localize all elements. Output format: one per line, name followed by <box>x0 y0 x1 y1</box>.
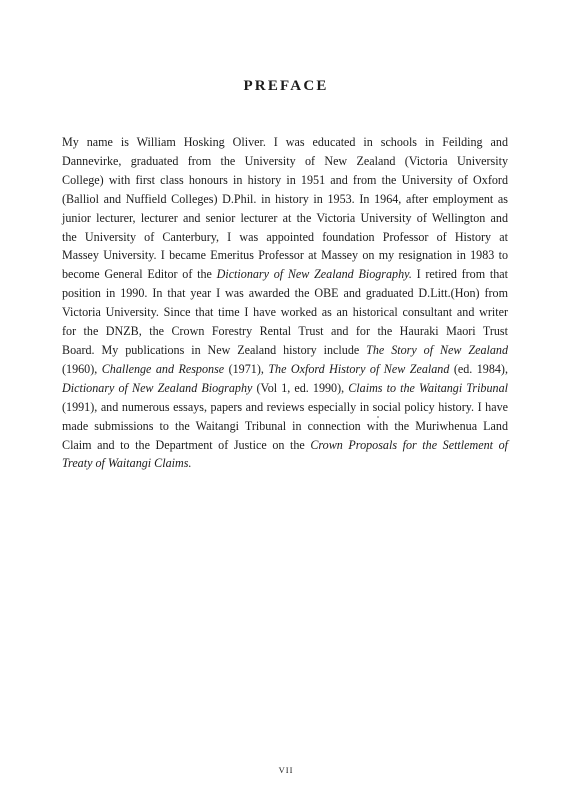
text-run: Victoria University. Since that time I have worked as an historical consultant and writer <box>62 305 508 320</box>
text-run: become General Editor of the <box>62 267 217 282</box>
text-run: for the DNZB, the Crown Forestry Rental Trust and for the Hauraki Maori Trust <box>62 324 508 339</box>
italic-title: Claims to the Waitangi Tribunal <box>348 380 508 395</box>
text-run: (Vol 1, ed. 1990), <box>252 380 349 395</box>
text-line <box>62 228 508 247</box>
page-number: VII <box>278 765 294 775</box>
page-heading: PREFACE <box>243 78 329 94</box>
scan-speck <box>377 416 379 418</box>
text-line <box>62 265 508 284</box>
preface-paragraph <box>62 133 508 473</box>
text-run: (Balliol and Nuffield Colleges) D.Phil. in history in 1953. In 1964, after employment as <box>62 191 508 206</box>
text-run: Board. My publications in New Zealand history include <box>62 342 367 357</box>
text-run: Massey University. I became Emeritus Professor at Massey on my resignation in 1983 to <box>62 248 508 263</box>
italic-title: The Story of New Zealand <box>366 342 509 357</box>
text-line <box>62 133 508 152</box>
italic-title: Dictionary of New Zealand Biography. <box>216 267 412 282</box>
italic-title: Dictionary of New Zealand Biography <box>62 380 253 395</box>
text-run: position in 1990. In that year I was awarded the OBE and graduated D.Litt.(Hon) from <box>62 286 508 301</box>
text-line <box>62 190 508 209</box>
text-run: (1971), <box>224 361 269 376</box>
text-run: junior lecturer, lecturer and senior lecturer at the Victoria University of Wellington and <box>62 210 508 225</box>
text-run: Claim and to the Department of Justice on the <box>62 437 311 452</box>
italic-title: Crown Proposals for the Settlement of <box>310 437 509 452</box>
text-line <box>62 284 508 303</box>
text-line <box>62 360 508 379</box>
text-run: made submissions to the Waitangi Tribunal in connection with the Muriwhenua Land <box>62 418 508 433</box>
italic-title: Challenge and Response <box>101 361 225 376</box>
italic-title: The Oxford History of New Zealand <box>268 361 450 376</box>
italic-title: Treaty of Waitangi Claims. <box>62 456 192 471</box>
text-line <box>62 246 508 265</box>
text-line <box>62 171 508 190</box>
text-run: (1960), <box>62 361 102 376</box>
text-run: (ed. 1984), <box>449 361 508 376</box>
text-line <box>62 436 508 455</box>
text-line <box>62 322 508 341</box>
text-run: My name is William Hosking Oliver. I was educated in schools in Feilding and <box>62 135 508 149</box>
text-line <box>62 303 508 322</box>
text-run: the University of Canterbury, I was appointed foundation Professor of History at <box>62 229 508 244</box>
text-line <box>62 209 508 228</box>
text-line <box>62 454 508 473</box>
text-line <box>62 398 508 417</box>
text-line <box>62 341 508 360</box>
text-line <box>62 152 508 171</box>
text-run: Dannevirke, graduated from the University of New Zealand (Victoria University <box>62 153 508 168</box>
text-run: I retired from that <box>411 267 508 282</box>
text-line <box>62 417 508 436</box>
text-line <box>62 379 508 398</box>
text-run: (1991), and numerous essays, papers and reviews especially in social policy history. I have <box>62 399 508 414</box>
text-run: College) with first class honours in history in 1951 and from the University of Oxford <box>62 172 508 187</box>
